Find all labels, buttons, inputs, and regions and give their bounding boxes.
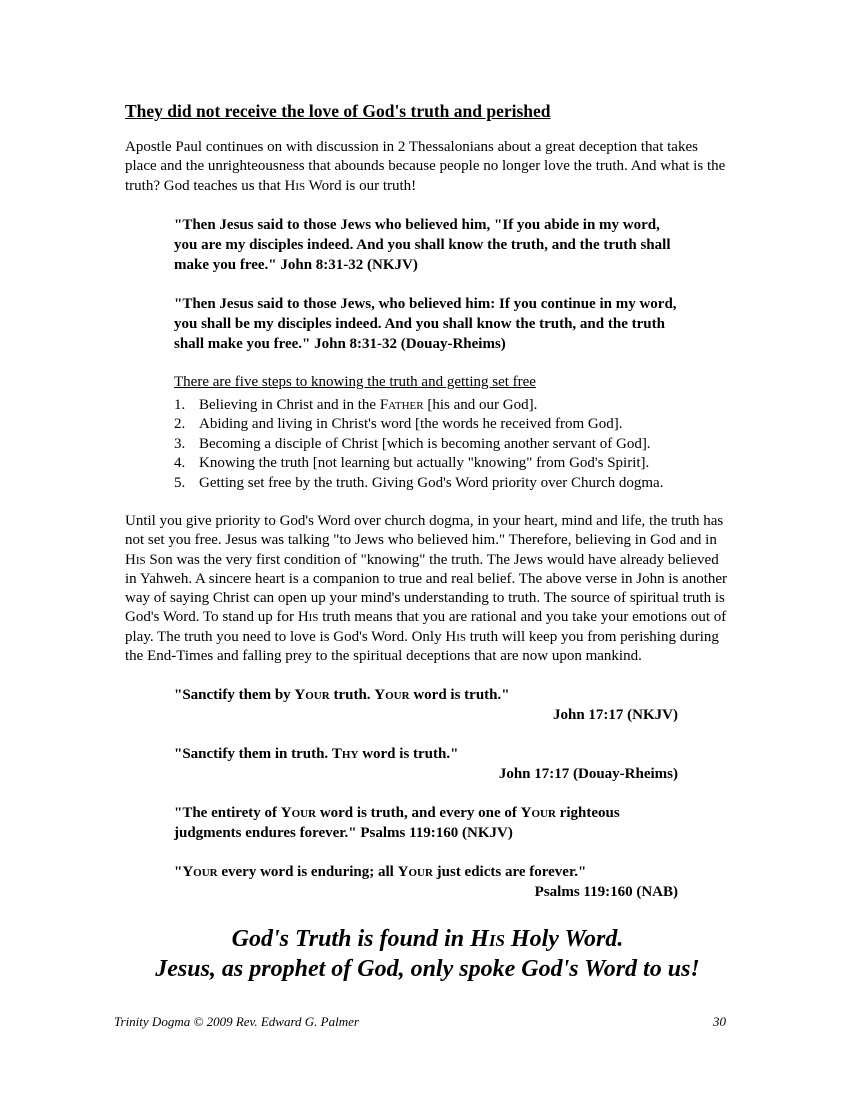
footer-text: Trinity Dogma © 2009 Rev. Edward G. Palmer: [114, 1014, 359, 1029]
verse-psalms-nab: "Your every word is enduring; all Your just edicts are forever.": [174, 864, 587, 881]
body-paragraph: Until you give priority to God's Word over church dogma, in your heart, mind and life, the truth has not set you free. Jesus was talking "to Jews who believed him." Therefore, believing in God and in His Son was the very first condition of "knowing" the truth. The Jews would have already believed in Yahweh. A sincere heart is a companion to true and real belief. The above verse in John is another way of saying Christ can open up your mind's understanding to truth. The source of spiritual truth is God's Word. To stand up for His truth means that you are rational and you take your emotions out of play. The truth you need to love is God's Word. Only His truth will keep you from perishing during the End-Times and falling prey to the spiritual deceptions that are now upon mankind.: [125, 512, 728, 664]
list-item: 4. Knowing the truth [not learning but actually "knowing" from God's Spirit].: [174, 455, 650, 472]
verse-psalms-nkjv: "The entirety of Your word is truth, and every one of Your righteous judgments endures forever." Psalms 119:160 (NKJV): [174, 805, 620, 842]
john-quotes-block: [174, 215, 730, 493]
closing-line-2: Jesus, as prophet of God, only spoke God's Word to us!: [155, 956, 700, 983]
verses-block: [174, 685, 730, 902]
steps-title: There are five steps to knowing the truth and getting set free: [174, 373, 536, 390]
list-item: 5. Getting set free by the truth. Giving God's Word priority over Church dogma.: [174, 474, 664, 491]
page-number: 30: [713, 1014, 726, 1029]
quote-nkjv: "Then Jesus said to those Jews who believed him, "If you abide in my word, you are my disciples indeed. And you shall know the truth, and the truth shall make you free." John 8:31-32 (NKJV): [174, 216, 671, 273]
section-heading: They did not receive the love of God's truth and perished: [125, 101, 551, 121]
list-item: 1. Believing in Christ and in the Father [his and our God].: [174, 396, 538, 413]
page-footer: [114, 1014, 726, 1030]
verse-john-nkjv: "Sanctify them by Your truth. Your word is truth.": [174, 687, 510, 704]
steps-list: [174, 396, 730, 493]
closing-line-1: God's Truth is found in His Holy Word.: [231, 926, 624, 953]
list-item: 2. Abiding and living in Christ's word [the words he received from God].: [174, 416, 623, 433]
quote-douay-rheims: "Then Jesus said to those Jews, who believed him: If you continue in my word, you shall be my disciples indeed. And you shall know the truth, and the truth shall make you free." John 8:31-32 (Douay-Rheims): [174, 295, 677, 352]
verse-reference: Psalms 119:160 (NAB): [534, 884, 678, 901]
verse-reference: John 17:17 (NKJV): [552, 707, 678, 724]
verse-john-douay: "Sanctify them in truth. Thy word is truth.": [174, 746, 459, 763]
intro-paragraph: Apostle Paul continues on with discussion in 2 Thessalonians about a great deception that takes place and the unrighteousness that abounds because people no longer love the truth. And what is the truth? God teaches us that His Word is our truth!: [125, 139, 726, 194]
page-content: [125, 100, 730, 984]
verse-reference: John 17:17 (Douay-Rheims): [498, 766, 678, 783]
list-item: 3. Becoming a disciple of Christ [which is becoming another servant of God].: [174, 435, 651, 452]
